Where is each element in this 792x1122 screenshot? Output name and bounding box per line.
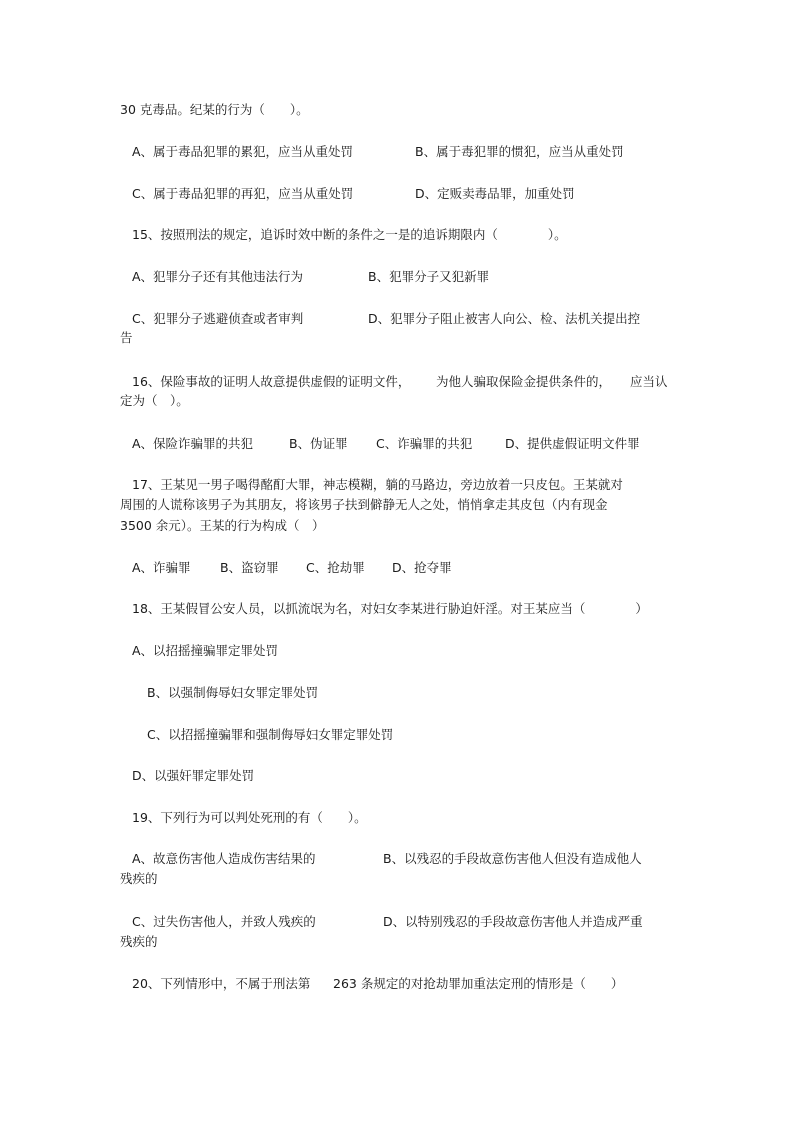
q15-option-c: C、犯罪分子逃避侦查或者审判 (132, 311, 304, 326)
q19-option-d: D、以特别残忍的手段故意伤害他人并造成严重 (383, 914, 643, 929)
q19-option-c: C、过失伤害他人，并致人残疾的 (132, 914, 316, 929)
q15-option-d: D、犯罪分子阻止被害人向公、检、法机关提出控 (368, 311, 641, 326)
q15-option-d-wrap: 告 (120, 330, 133, 345)
q14-option-a: A、属于毒品犯罪的累犯，应当从重处罚 (132, 144, 354, 159)
q16-option-c: C、诈骗罪的共犯 (376, 436, 473, 451)
question-18-stem: 18、王某假冒公安人员，以抓流氓为名，对妇女李某进行胁迫奸淫。对王某应当（ ） (132, 601, 648, 616)
question-20-stem-part2: 263 条规定的对抢劫罪加重法定刑的情形是（ ） (333, 976, 624, 991)
q19-option-a: A、故意伤害他人造成伤害结果的 (132, 851, 316, 866)
q18-option-b: B、以强制侮辱妇女罪定罪处罚 (147, 685, 319, 700)
q19-option-d-wrap: 残疾的 (120, 934, 158, 949)
question-16-stem-line2: 定为（ ）。 (120, 393, 189, 408)
q15-option-b: B、犯罪分子又犯新罪 (368, 269, 490, 284)
q17-option-b: B、盗窃罪 (220, 560, 279, 575)
q19-option-b: B、以残忍的手段故意伤害他人但没有造成他人 (383, 851, 642, 866)
q17-option-d: D、抢夺罪 (392, 560, 452, 575)
question-20-stem-part1: 20、下列情形中，不属于刑法第 (132, 976, 311, 991)
question-14-stem-end: 30 克毒品。纪某的行为（ ）。 (120, 102, 309, 117)
question-19-stem: 19、下列行为可以判处死刑的有（ ）。 (132, 810, 367, 825)
q17-option-a: A、诈骗罪 (132, 560, 191, 575)
q14-option-c: C、属于毒品犯罪的再犯，应当从重处罚 (132, 186, 354, 201)
q14-option-b: B、属于毒犯罪的惯犯，应当从重处罚 (415, 144, 624, 159)
question-16-stem-part1: 16、保险事故的证明人故意提供虚假的证明文件， (132, 374, 411, 389)
q15-option-a: A、犯罪分子还有其他违法行为 (132, 269, 304, 284)
question-17-stem-line2: 周围的人谎称该男子为其朋友，将该男子扶到僻静无人之处，悄悄拿走其皮包（内有现金 (120, 497, 608, 512)
q18-option-d: D、以强奸罪定罪处罚 (132, 768, 255, 783)
question-16-stem-part2: 为他人骗取保险金提供条件的， (436, 374, 612, 389)
question-15-stem: 15、按照刑法的规定，追诉时效中断的条件之一是的追诉期限内（ ）。 (132, 227, 567, 242)
q17-option-c: C、抢劫罪 (306, 560, 365, 575)
q19-option-b-wrap: 残疾的 (120, 871, 158, 886)
q14-option-d: D、定贩卖毒品罪，加重处罚 (415, 186, 575, 201)
q16-option-d: D、提供虚假证明文件罪 (505, 436, 640, 451)
q18-option-a: A、以招摇撞骗罪定罪处罚 (132, 643, 279, 658)
q16-option-b: B、伪证罪 (289, 436, 348, 451)
q16-option-a: A、保险诈骗罪的共犯 (132, 436, 254, 451)
q18-option-c: C、以招摇撞骗罪和强制侮辱妇女罪定罪处罚 (147, 727, 394, 742)
question-17-stem-line1: 17、王某见一男子喝得酩酊大罪，神志模糊，躺的马路边，旁边放着一只皮包。王某就对 (132, 477, 623, 492)
question-16-stem-part3: 应当认 (630, 374, 668, 389)
question-17-stem-line3: 3500 余元）。王某的行为构成（ ） (120, 518, 325, 533)
